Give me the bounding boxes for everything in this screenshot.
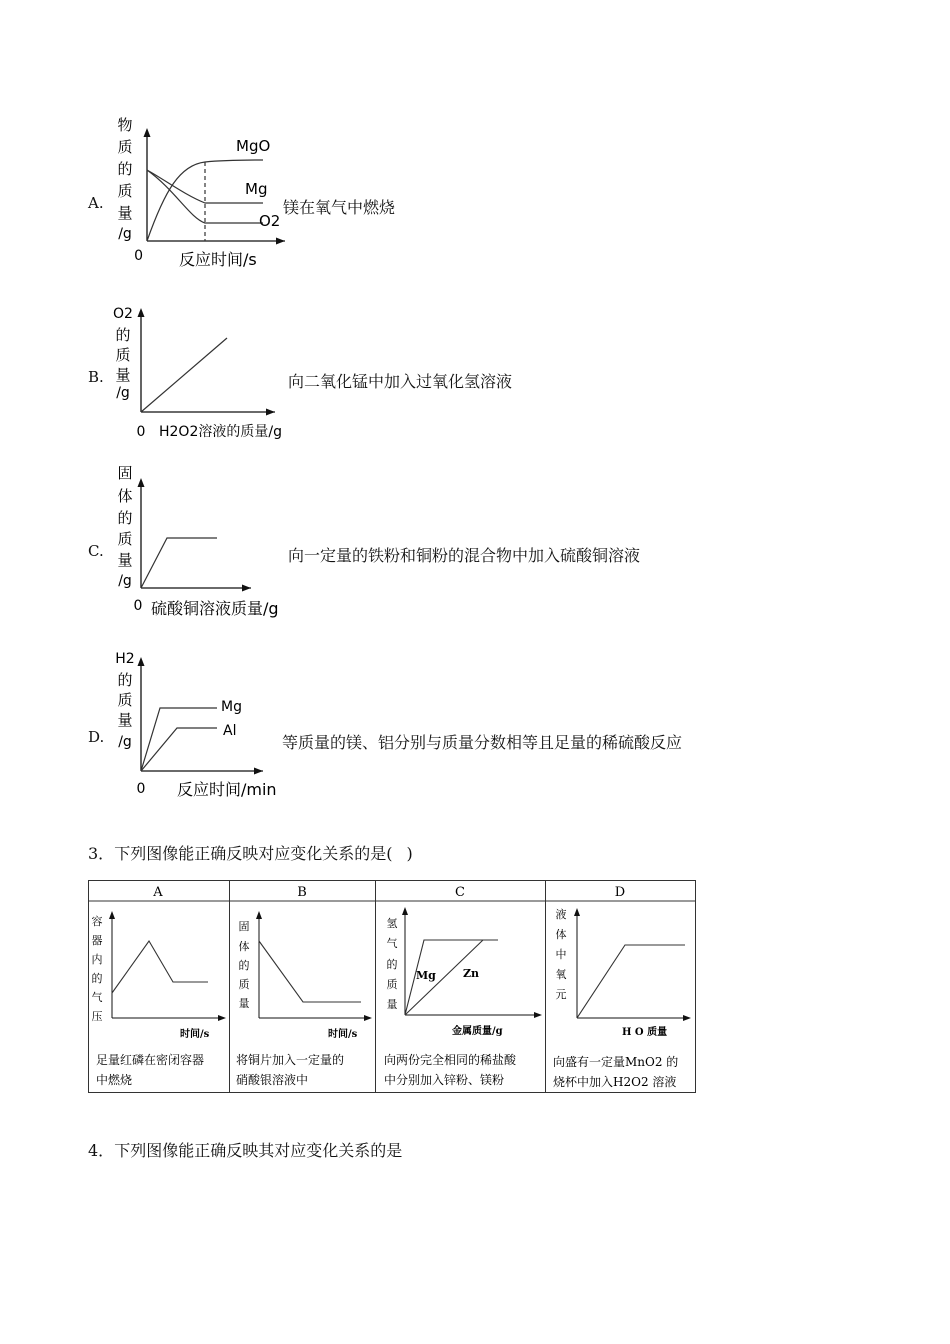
header-a: A [153,885,163,900]
svg-text:O2: O2 [113,306,133,322]
figure-option-a [105,110,285,275]
y-axis-label [113,306,133,401]
x-axis-label: 反应时间/s [179,250,257,269]
option-d-description: 等质量的镁、铝分别与质量分数相等且足量的稀硫酸反应 [282,733,683,752]
header-b: B [297,885,307,900]
svg-text:的: 的 [115,326,131,344]
svg-text:体: 体 [555,928,567,941]
option-letter-a: A. [88,194,104,212]
line-solid-mass [141,538,217,588]
svg-text:氢: 氢 [386,917,398,930]
svg-text:中燃烧: 中燃烧 [96,1073,133,1087]
label-mg: Mg [245,180,268,198]
svg-text:的: 的 [238,959,250,972]
svg-text:质: 质 [117,530,133,548]
svg-text:H O 质量: H O 质量 [622,1027,668,1038]
option-c-description: 向一定量的铁粉和铜粉的混合物中加入硫酸铜溶液 [288,546,641,565]
figure-option-c [105,458,295,623]
svg-text:量: 量 [117,551,133,569]
line-o2 [141,338,227,412]
table-chart-c [384,907,542,1087]
svg-text:向盛有一定量MnO2 的: 向盛有一定量MnO2 的 [553,1055,679,1069]
svg-text:向两份完全相同的稀盐酸: 向两份完全相同的稀盐酸 [384,1053,517,1067]
svg-text:量: 量 [386,998,398,1011]
option-a-description: 镁在氧气中燃烧 [283,198,396,217]
svg-text:的: 的 [386,958,398,971]
question-number: 4． [88,1141,115,1160]
label-o2: O2 [259,212,281,230]
svg-text:金属质量/g: 金属质量/g [452,1026,503,1037]
y-axis-label [117,116,132,242]
svg-text:固: 固 [238,920,250,933]
svg-text:烧杯中加入H2O2 溶液: 烧杯中加入H2O2 溶液 [553,1075,677,1089]
svg-text:质: 质 [386,978,398,991]
svg-text:的: 的 [117,160,133,178]
header-d: D [614,885,626,900]
question-text: 下列图像能正确反映其对应变化关系的是 [114,1141,403,1160]
svg-text:/g: /g [118,226,132,242]
svg-text:体: 体 [117,487,133,505]
svg-text:/g: /g [118,734,132,750]
svg-text:容: 容 [91,915,103,928]
line-mg [141,708,217,771]
x-axis-label: 反应时间/min [177,780,277,799]
question-close-paren: ) [406,844,413,863]
svg-text:足量红磷在密闭容器: 足量红磷在密闭容器 [96,1053,205,1067]
x-axis-label: 硫酸铜溶液质量/g [151,599,279,618]
x-axis-label: H2O2溶液的质量/g [159,424,282,440]
svg-text:时间/s: 时间/s [180,1029,210,1040]
header-c: C [455,885,465,900]
svg-text:的: 的 [91,972,103,985]
svg-text:气: 气 [386,937,398,950]
options-table [88,880,696,1093]
svg-text:压: 压 [91,1010,103,1023]
label-mgo: MgO [236,137,271,155]
svg-text:体: 体 [238,940,250,953]
table-chart-a [92,911,227,1087]
svg-text:固: 固 [117,464,133,482]
option-b-description: 向二氧化锰中加入过氧化氢溶液 [288,372,513,391]
origin-label: 0 [134,248,143,264]
svg-text:中分别加入锌粉、镁粉: 中分别加入锌粉、镁粉 [384,1073,505,1087]
svg-text:质: 质 [117,182,133,200]
svg-text:质: 质 [115,346,131,364]
svg-text:氧: 氧 [555,968,567,981]
table-chart-b [236,911,372,1087]
label-mg: Mg [221,699,242,715]
svg-text:内: 内 [91,953,103,966]
svg-text:质: 质 [117,138,133,156]
table-chart-d [553,907,691,1089]
svg-text:器: 器 [91,934,103,947]
origin-label: 0 [136,424,146,440]
svg-text:将铜片加入一定量的: 将铜片加入一定量的 [236,1053,345,1067]
origin-label: 0 [136,781,146,797]
svg-text:Mg: Mg [416,969,436,982]
svg-text:Zn: Zn [463,967,480,980]
svg-text:的: 的 [117,509,133,527]
option-letter-c: C. [88,542,104,560]
question-text: 下列图像能正确反映对应变化关系的是( [114,844,393,863]
question-4 [88,1138,402,1161]
figure-option-b [105,300,295,445]
svg-text:/g: /g [116,385,130,401]
svg-text:/g: /g [118,573,132,589]
svg-text:气: 气 [91,991,103,1004]
svg-text:H2: H2 [115,651,135,667]
svg-text:的: 的 [117,671,133,689]
svg-text:中: 中 [555,948,567,961]
svg-text:元: 元 [555,988,567,1001]
origin-label: 0 [133,598,143,614]
svg-text:质: 质 [238,978,250,991]
svg-text:物: 物 [117,116,133,134]
question-number: 3． [88,844,115,863]
option-letter-d: D. [88,728,105,746]
y-axis-label [115,651,134,750]
svg-text:量: 量 [115,366,131,384]
question-3 [88,841,413,864]
svg-text:液: 液 [555,908,567,921]
svg-text:量: 量 [117,711,133,729]
option-letter-b: B. [88,368,104,386]
label-al: Al [223,723,237,739]
svg-text:量: 量 [238,997,250,1010]
svg-text:量: 量 [117,204,133,222]
y-axis-label [117,464,132,589]
svg-text:质: 质 [117,691,133,709]
figure-option-d [105,645,295,805]
svg-text:时间/s: 时间/s [328,1029,358,1040]
svg-text:硝酸银溶液中: 硝酸银溶液中 [236,1073,309,1087]
